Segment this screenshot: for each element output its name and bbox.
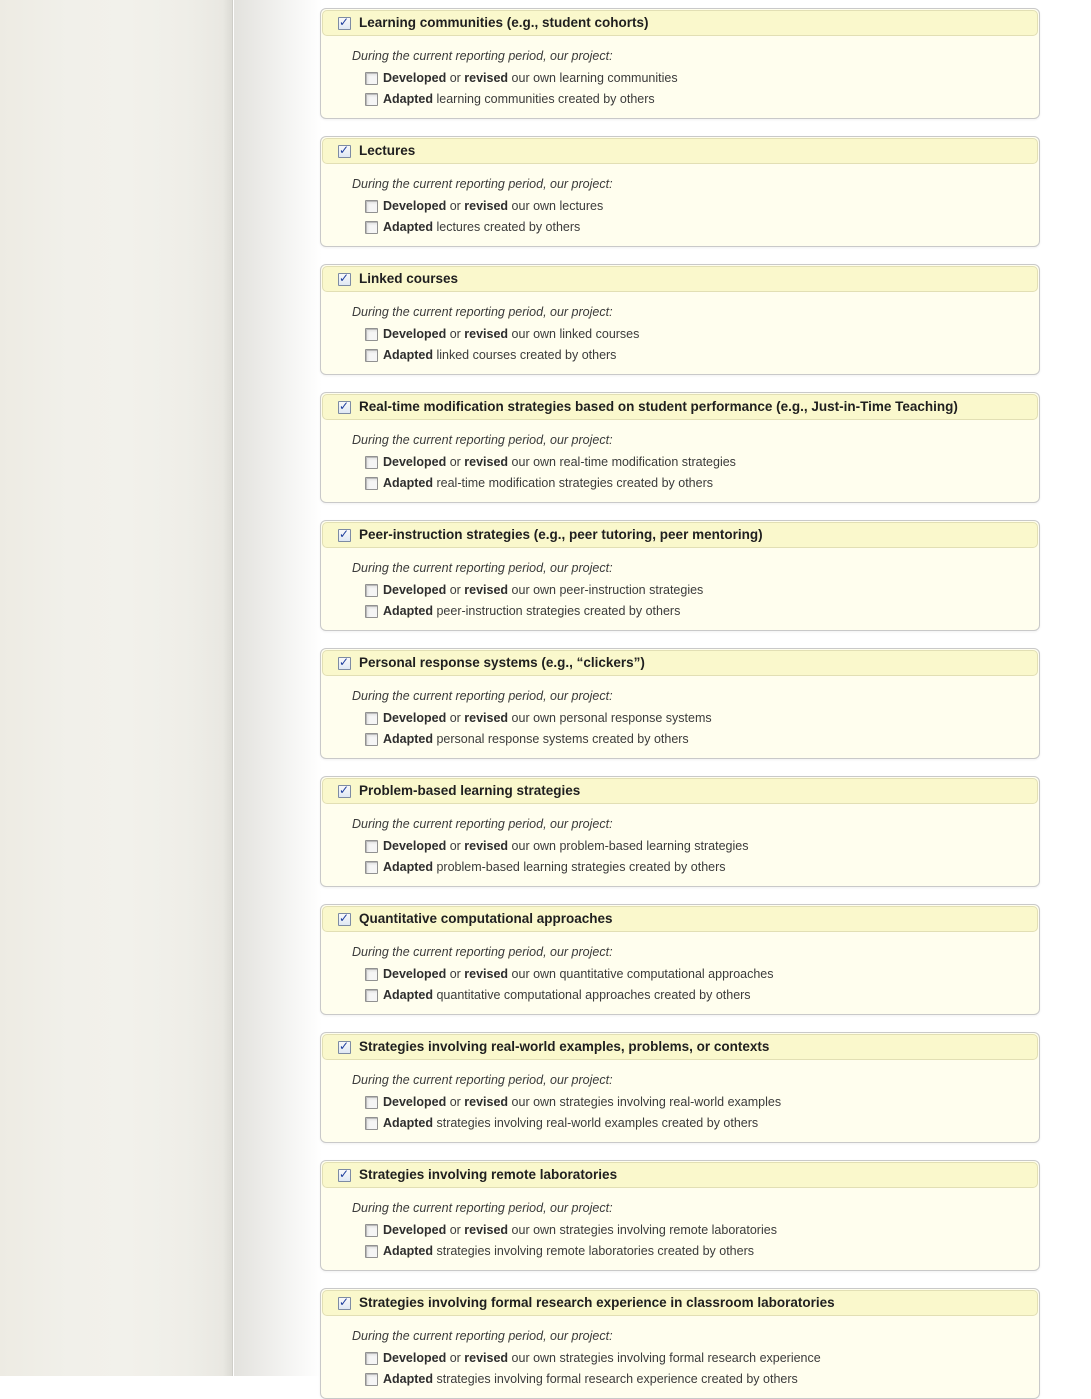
option-row bbox=[365, 733, 1023, 746]
option-row bbox=[365, 1117, 1023, 1130]
option-checkbox[interactable] bbox=[365, 1117, 378, 1130]
option-checkbox[interactable] bbox=[365, 349, 378, 362]
form-content-area bbox=[234, 0, 1091, 1386]
option-checkbox[interactable] bbox=[365, 733, 378, 746]
strategy-section bbox=[320, 136, 1040, 247]
option-label: Developed or revised our own problem-based learning strategies bbox=[383, 839, 749, 853]
section-title: Peer-instruction strategies (e.g., peer tutoring, peer mentoring) bbox=[359, 527, 763, 542]
option-checkbox[interactable] bbox=[365, 605, 378, 618]
section-body bbox=[321, 933, 1039, 1014]
section-checkbox[interactable] bbox=[338, 142, 351, 158]
strategy-sections-list bbox=[234, 0, 1091, 1399]
option-checkbox[interactable] bbox=[365, 72, 378, 85]
option-row bbox=[365, 712, 1023, 725]
section-body bbox=[321, 805, 1039, 886]
section-header bbox=[322, 522, 1038, 548]
section-title: Strategies involving remote laboratories bbox=[359, 1167, 618, 1182]
section-title: Linked courses bbox=[359, 271, 459, 286]
section-body bbox=[321, 165, 1039, 246]
reporting-period-intro: During the current reporting period, our project: bbox=[352, 1201, 613, 1215]
reporting-period-intro: During the current reporting period, our project: bbox=[352, 305, 613, 319]
reporting-period-intro: During the current reporting period, our project: bbox=[352, 1329, 613, 1343]
section-body bbox=[321, 1189, 1039, 1270]
option-label: Developed or revised our own learning communities bbox=[383, 71, 678, 85]
section-title: Quantitative computational approaches bbox=[359, 911, 613, 926]
check-icon: ✓ bbox=[339, 1038, 350, 1053]
option-checkbox[interactable] bbox=[365, 1096, 378, 1109]
option-row bbox=[365, 968, 1023, 981]
section-header bbox=[322, 138, 1038, 164]
section-body bbox=[321, 677, 1039, 758]
option-label: Adapted learning communities created by others bbox=[383, 92, 655, 106]
option-checkbox[interactable] bbox=[365, 1352, 378, 1365]
option-checkbox[interactable] bbox=[365, 1224, 378, 1237]
option-label: Developed or revised our own strategies involving formal research experience bbox=[383, 1351, 821, 1365]
section-checkbox[interactable] bbox=[338, 14, 351, 30]
option-checkbox[interactable] bbox=[365, 1245, 378, 1258]
reporting-period-intro: During the current reporting period, our project: bbox=[352, 1073, 613, 1087]
option-checkbox[interactable] bbox=[365, 584, 378, 597]
strategy-section bbox=[320, 1032, 1040, 1143]
reporting-period-intro: During the current reporting period, our project: bbox=[352, 561, 613, 575]
option-row bbox=[365, 349, 1023, 362]
check-icon: ✓ bbox=[339, 1166, 350, 1181]
option-row bbox=[365, 456, 1023, 469]
section-title: Personal response systems (e.g., “clickers”) bbox=[359, 655, 645, 670]
option-label: Developed or revised our own personal response systems bbox=[383, 711, 712, 725]
option-label: Adapted problem-based learning strategies created by others bbox=[383, 860, 726, 874]
option-row bbox=[365, 584, 1023, 597]
section-title: Problem-based learning strategies bbox=[359, 783, 581, 798]
check-icon: ✓ bbox=[339, 910, 350, 925]
option-row bbox=[365, 1352, 1023, 1365]
section-title: Strategies involving real-world examples, problems, or contexts bbox=[359, 1039, 770, 1054]
section-title: Real-time modification strategies based on student performance (e.g., Just-in-Time Teaching) bbox=[359, 399, 958, 414]
check-icon: ✓ bbox=[339, 782, 350, 797]
section-body bbox=[321, 549, 1039, 630]
option-checkbox[interactable] bbox=[365, 200, 378, 213]
option-row bbox=[365, 861, 1023, 874]
section-header bbox=[322, 1034, 1038, 1060]
reporting-period-intro: During the current reporting period, our project: bbox=[352, 49, 613, 63]
option-label: Developed or revised our own peer-instruction strategies bbox=[383, 583, 704, 597]
option-row bbox=[365, 200, 1023, 213]
section-header bbox=[322, 906, 1038, 932]
option-label: Adapted linked courses created by others bbox=[383, 348, 617, 362]
option-row bbox=[365, 840, 1023, 853]
option-label: Adapted personal response systems created by others bbox=[383, 732, 689, 746]
section-header bbox=[322, 1162, 1038, 1188]
section-title: Learning communities (e.g., student cohorts) bbox=[359, 15, 649, 30]
section-checkbox[interactable] bbox=[338, 270, 351, 286]
page-left-gutter bbox=[0, 0, 233, 1376]
option-row bbox=[365, 221, 1023, 234]
strategy-section bbox=[320, 1288, 1040, 1399]
strategy-section bbox=[320, 392, 1040, 503]
option-checkbox[interactable] bbox=[365, 456, 378, 469]
section-checkbox[interactable] bbox=[338, 910, 351, 926]
option-label: Adapted peer-instruction strategies created by others bbox=[383, 604, 681, 618]
reporting-period-intro: During the current reporting period, our project: bbox=[352, 945, 613, 959]
reporting-period-intro: During the current reporting period, our project: bbox=[352, 433, 613, 447]
option-checkbox[interactable] bbox=[365, 93, 378, 106]
option-checkbox[interactable] bbox=[365, 840, 378, 853]
section-header bbox=[322, 394, 1038, 420]
section-checkbox[interactable] bbox=[338, 1166, 351, 1182]
strategy-section bbox=[320, 648, 1040, 759]
option-checkbox[interactable] bbox=[365, 328, 378, 341]
option-label: Developed or revised our own linked courses bbox=[383, 327, 640, 341]
reporting-period-intro: During the current reporting period, our project: bbox=[352, 177, 613, 191]
section-checkbox[interactable] bbox=[338, 782, 351, 798]
option-row bbox=[365, 1224, 1023, 1237]
strategy-section bbox=[320, 8, 1040, 119]
section-checkbox[interactable] bbox=[338, 526, 351, 542]
option-label: Developed or revised our own real-time modification strategies bbox=[383, 455, 736, 469]
option-label: Adapted quantitative computational approaches created by others bbox=[383, 988, 751, 1002]
option-label: Adapted lectures created by others bbox=[383, 220, 581, 234]
section-title: Strategies involving formal research experience in classroom laboratories bbox=[359, 1295, 835, 1310]
section-checkbox[interactable] bbox=[338, 1294, 351, 1310]
strategy-section bbox=[320, 520, 1040, 631]
option-checkbox[interactable] bbox=[365, 989, 378, 1002]
section-header bbox=[322, 650, 1038, 676]
section-header bbox=[322, 1290, 1038, 1316]
strategy-section bbox=[320, 904, 1040, 1015]
section-checkbox[interactable] bbox=[338, 1038, 351, 1054]
option-label: Adapted strategies involving remote laboratories created by others bbox=[383, 1244, 754, 1258]
check-icon: ✓ bbox=[339, 142, 350, 157]
section-body bbox=[321, 1061, 1039, 1142]
check-icon: ✓ bbox=[339, 398, 350, 413]
section-body bbox=[321, 1317, 1039, 1398]
option-checkbox[interactable] bbox=[365, 477, 378, 490]
section-body bbox=[321, 293, 1039, 374]
section-header bbox=[322, 266, 1038, 292]
strategy-section bbox=[320, 1160, 1040, 1271]
section-header bbox=[322, 10, 1038, 36]
option-label: Developed or revised our own strategies involving real-world examples bbox=[383, 1095, 782, 1109]
section-header bbox=[322, 778, 1038, 804]
option-row bbox=[365, 328, 1023, 341]
option-label: Developed or revised our own lectures bbox=[383, 199, 604, 213]
strategy-section bbox=[320, 264, 1040, 375]
option-label: Developed or revised our own quantitative computational approaches bbox=[383, 967, 774, 981]
option-checkbox[interactable] bbox=[365, 712, 378, 725]
option-label: Adapted strategies involving real-world examples created by others bbox=[383, 1116, 759, 1130]
check-icon: ✓ bbox=[339, 1294, 350, 1309]
option-row bbox=[365, 1373, 1023, 1386]
section-title: Lectures bbox=[359, 143, 416, 158]
option-label: Adapted real-time modification strategies created by others bbox=[383, 476, 713, 490]
option-row bbox=[365, 605, 1023, 618]
check-icon: ✓ bbox=[339, 14, 350, 29]
reporting-period-intro: During the current reporting period, our project: bbox=[352, 817, 613, 831]
option-checkbox[interactable] bbox=[365, 1373, 378, 1386]
section-checkbox[interactable] bbox=[338, 654, 351, 670]
option-row bbox=[365, 989, 1023, 1002]
option-row bbox=[365, 1096, 1023, 1109]
option-row bbox=[365, 477, 1023, 490]
strategy-section bbox=[320, 776, 1040, 887]
option-checkbox[interactable] bbox=[365, 861, 378, 874]
section-body bbox=[321, 421, 1039, 502]
reporting-period-intro: During the current reporting period, our project: bbox=[352, 689, 613, 703]
check-icon: ✓ bbox=[339, 270, 350, 285]
check-icon: ✓ bbox=[339, 526, 350, 541]
option-checkbox[interactable] bbox=[365, 968, 378, 981]
section-body bbox=[321, 37, 1039, 118]
option-checkbox[interactable] bbox=[365, 221, 378, 234]
option-label: Developed or revised our own strategies involving remote laboratories bbox=[383, 1223, 777, 1237]
check-icon: ✓ bbox=[339, 654, 350, 669]
option-label: Adapted strategies involving formal research experience created by others bbox=[383, 1372, 798, 1386]
option-row bbox=[365, 72, 1023, 85]
option-row bbox=[365, 1245, 1023, 1258]
section-checkbox[interactable] bbox=[338, 398, 351, 414]
option-row bbox=[365, 93, 1023, 106]
